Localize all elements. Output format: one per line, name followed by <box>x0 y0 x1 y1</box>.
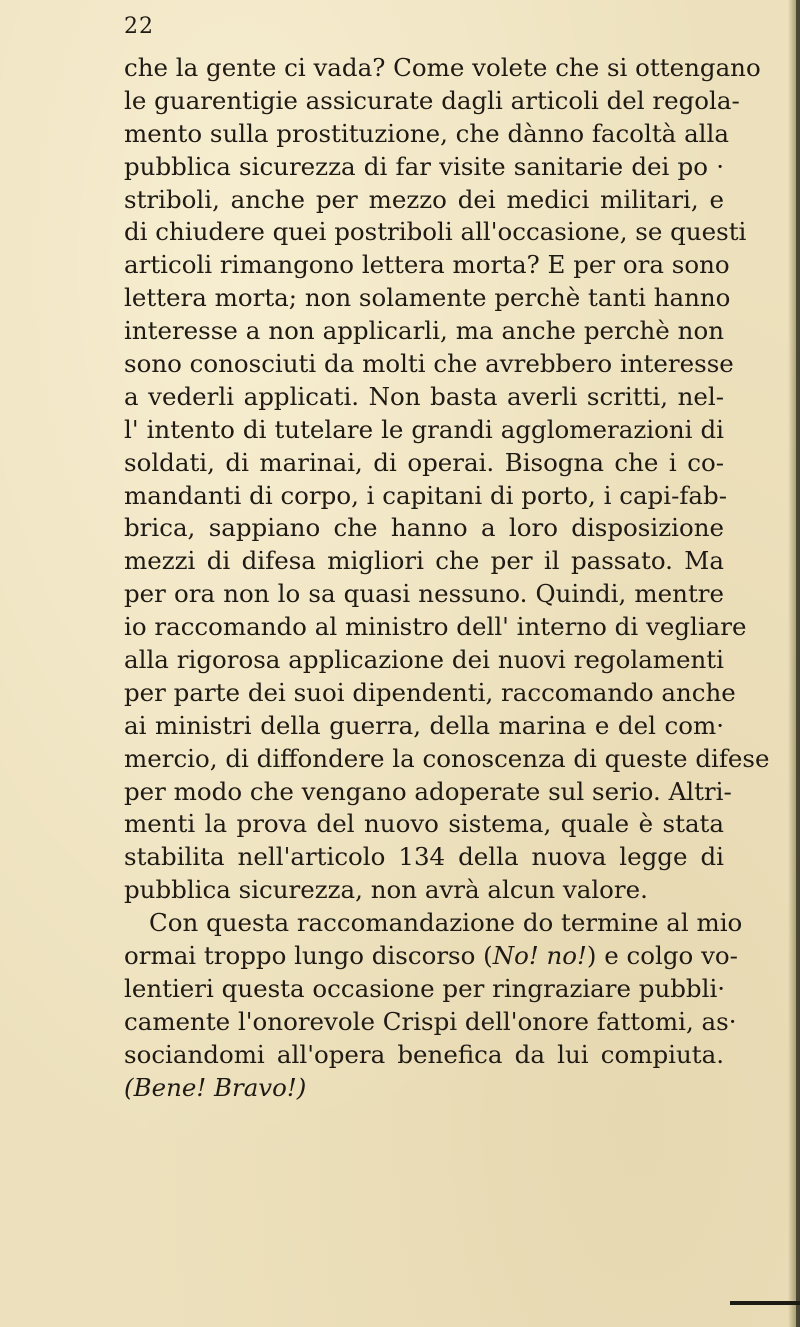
text-line: pubblica sicurezza, non avrà alcun valore. <box>124 875 648 905</box>
paragraph-2-line: camente l'onorevole Crispi dell'onore fattomi, as· <box>124 1006 737 1036</box>
line-fragment: ) e colgo vo- <box>586 941 738 971</box>
applause-text: Bene! Bravo! <box>133 1072 297 1102</box>
text-line: le guarentigie assicurate dagli articoli del regola- <box>124 85 740 115</box>
page-edge-border <box>796 0 800 1327</box>
text-line: ai ministri della guerra, della marina e del com· <box>124 710 724 740</box>
text-line: per ora non lo sa quasi nessuno. Quindi, mentre <box>124 579 724 609</box>
text-line: soldati, di marinai, di operai. Bisogna che i co- <box>124 447 724 477</box>
text-line: stabilita nell'articolo 134 della nuova legge di <box>124 842 724 872</box>
text-line: pubblica sicurezza di far visite sanitarie dei po · <box>124 151 724 181</box>
text-line: striboli, anche per mezzo dei medici militari, e <box>124 184 724 214</box>
text-line: per parte dei suoi dipendenti, raccomando anche <box>124 677 736 707</box>
text-line: interesse a non applicarli, ma anche perchè non <box>124 316 724 346</box>
line-fragment: ormai troppo lungo discorso ( <box>124 941 493 971</box>
line-fragment: ( <box>124 1072 134 1102</box>
text-line: di chiudere quei postriboli all'occasione, se questi <box>124 217 747 247</box>
text-line: io raccomando al ministro dell' interno di vegliare <box>124 612 747 642</box>
interjection-text: No! no! <box>492 941 587 971</box>
body-text <box>124 52 770 1105</box>
text-line: lettera morta; non solamente perchè tanti hanno <box>124 283 731 313</box>
text-line: menti la prova del nuovo sistema, quale è stata <box>124 809 724 839</box>
text-line: l' intento di tutelare le grandi agglomerazioni di <box>124 414 724 444</box>
page-number: 22 <box>124 14 154 39</box>
paragraph-2-line: lentieri questa occasione per ringraziare pubbli· <box>124 973 726 1003</box>
text-line: per modo che vengano adoperate sul serio. Altri- <box>124 776 732 806</box>
paragraph-2-line <box>124 940 738 973</box>
text-line: a vederli applicati. Non basta averli scritti, nel- <box>124 381 724 411</box>
text-line: mezzi di difesa migliori che per il passato. Ma <box>124 546 724 576</box>
text-line: mento sulla prostituzione, che dànno facoltà alla <box>124 118 729 148</box>
text-line: brica, sappiano che hanno a loro disposizione <box>124 513 724 543</box>
text-line: sono conosciuti da molti che avrebbero interesse <box>124 349 734 379</box>
paragraph-2-line: Con questa raccomandazione do termine al mio <box>149 908 743 938</box>
text-line: che la gente ci vada? Come volete che si ottengano <box>124 53 761 82</box>
text-line: mercio, di diffondere la conoscenza di queste difese <box>124 743 770 773</box>
line-fragment: ) <box>296 1072 307 1102</box>
paragraph-2-line: sociandomi all'opera benefica da lui compiuta. <box>124 1039 724 1069</box>
paragraph-2-line <box>124 1072 724 1105</box>
text-line: mandanti di corpo, i capitani di porto, i capi-fab- <box>124 480 727 510</box>
text-line: alla rigorosa applicazione dei nuovi regolamenti <box>124 645 724 675</box>
text-line: articoli rimangono lettera morta? E per ora sono <box>124 250 730 280</box>
scan-edge-mark <box>730 1301 800 1305</box>
